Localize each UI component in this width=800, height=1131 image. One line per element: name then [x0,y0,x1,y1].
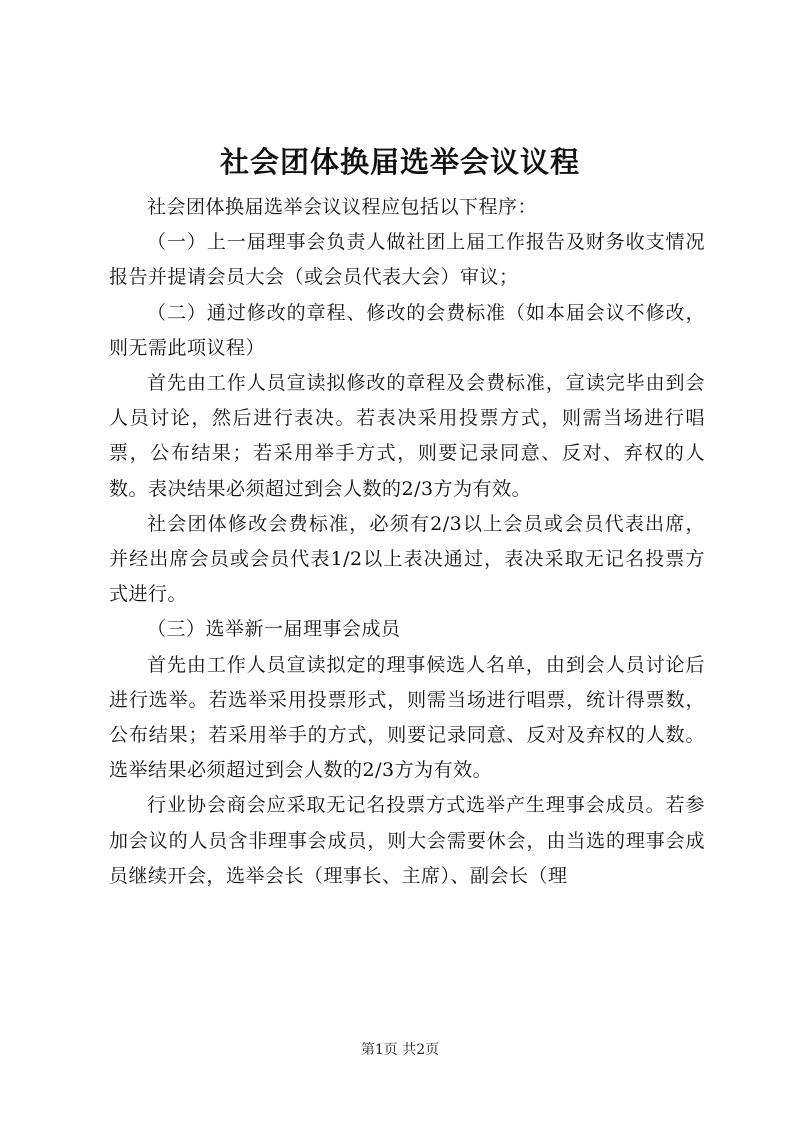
paragraph-body: 首先由工作人员宣读拟修改的章程及会费标准，宣读完毕由到会人员讨论，然后进行表决。若表决采用投票方式，则需当场进行唱票，公布结果；若采用举手方式，则要记录同意、反对、弃权的人数。表决结果必须超过到会人数的2/3方为有效。 [109,372,705,500]
paragraph-body: 首先由工作人员宣读拟定的理事候选人名单，由到会人员讨论后进行选举。若选举采用投票形式，则需当场进行唱票，统计得票数，公布结果；若采用举手的方式，则要记录同意、反对及弃权的人数。选举结果必须超过到会人数的2/3方为有效。 [109,653,705,782]
paragraph-item-1: （一）上一届理事会负责人做社团上届工作报告及财务收支情况报告并提请会员大会（或会员代表大会）审议； [109,231,705,289]
document-title: 社会团体换届选举会议议程 [219,145,580,179]
paragraph-item-2: （二）通过修改的章程、修改的会费标准（如本届会议不修改，则无需此项议程） [109,301,705,359]
paragraph-item-3: （三）选举新一届理事会成员 [147,618,401,641]
page-number-footer: 第1页 共2页 [360,1042,440,1058]
paragraph-body: 社会团体修改会费标准，必须有2/3以上会员或会员代表出席，并经出席会员或会员代表1/2以上表决通过，表决采取无记名投票方式进行。 [109,512,705,606]
document-body [109,190,705,894]
paragraph-intro: 社会团体换届选举会议议程应包括以下程序： [147,196,538,218]
paragraph-body: 行业协会商会应采取无记名投票方式选举产生理事会成员。若参加会议的人员含非理事会成员，则大会需要休会，由当选的理事会成员继续开会，选举会长（理事长、主席）、副会长（理 [109,794,705,887]
